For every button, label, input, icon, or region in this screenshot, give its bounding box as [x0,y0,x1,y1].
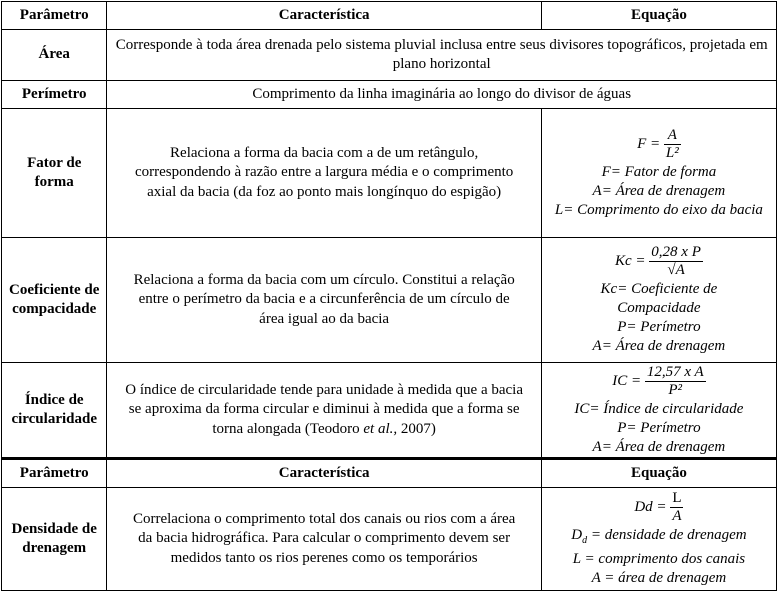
eq-fator [541,109,776,238]
formula-indice: IC = $\frac{\text{12,57 x A}}{\text{P²}}$ [612,363,704,398]
header-eq: Equação [541,2,776,30]
eq-coef [541,238,776,363]
eq-indice [541,363,776,459]
row-area [2,30,777,81]
param-fator: Fator de forma [2,109,107,238]
header-char-2: Característica [107,459,541,488]
char-perimetro: Comprimento da linha imaginária ao longo do divisor de águas [107,81,777,109]
char-coef: Relaciona a forma da bacia com um círculo. Constitui a relação entre o perímetro da bacia e a circunferência de um círculo de área igual ao da bacia [107,238,541,363]
header-char: Característica [107,2,541,30]
header-param-2: Parâmetro [2,459,107,488]
def-densidade-2: L = comprimento dos canais [572,551,746,567]
def-coef-2: P= Perímetro [617,319,701,335]
formula-densidade: Dd = $\frac{L}{A}$ [634,490,682,524]
param-perimetro: Perímetro [2,81,107,109]
header-row-repeat [2,459,777,488]
row-coef [2,238,777,363]
parameters-table [1,1,777,591]
char-area: Corresponde à toda área drenada pelo sistema pluvial inclusa entre seus divisores topográficos, projetada em plano horizontal [107,30,777,81]
def-indice-1: IC= Índice de circularidade [574,400,744,417]
def-fator-1: F= Fator de forma [601,163,717,180]
char-indice: O índice de circularidade tende para unidade à medida que a bacia se aproxima da forma circular e diminui à medida que a forma se torna alongada (Teodoro et al., 2007) [107,363,541,459]
char-fator: Relaciona a forma da bacia com a de um retângulo, correspondendo à razão entre a largura média e o comprimento axial da bacia (da foz ao ponto mais longínquo do espigão) [107,109,541,238]
char-densidade: Correlaciona o comprimento total dos canais ou rios com a área da bacia hidrográfica. Para calcular o comprimento devem ser medidos tanto os rios perenes como os temporários [107,488,541,591]
def-fator-3: L= Comprimento do eixo da bacia [554,201,763,218]
def-densidade-1: $D_d$ = densidade de drenagem [571,527,747,546]
row-fator [2,109,777,238]
def-indice-2: P= Perímetro [617,419,701,436]
row-densidade [2,488,777,591]
def-coef-1: Kc= Coeficiente de Compacidade [600,281,718,316]
param-coef: Coeficiente de compacidade [2,238,107,363]
param-area: Área [2,30,107,81]
def-fator-2: A= Área de drenagem [592,182,726,199]
def-indice-3: A= Área de drenagem [592,438,726,455]
formula-fator: F = $\frac{A}{\text{L²}}$ [637,126,679,161]
def-densidade-3: A = área de drenagem [591,570,727,586]
param-indice: Índice de circularidade [2,363,107,459]
eq-densidade [541,488,776,591]
header-param: Parâmetro [2,2,107,30]
row-perimetro [2,81,777,109]
row-indice [2,363,777,459]
header-row [2,2,777,30]
def-coef-3: A= Área de drenagem [592,338,726,354]
formula-coef: Kc = $\frac{\text{0,28 x P}}{√A}$ [614,244,701,278]
param-densidade: Densidade de drenagem [2,488,107,591]
header-eq-2: Equação [541,459,776,488]
